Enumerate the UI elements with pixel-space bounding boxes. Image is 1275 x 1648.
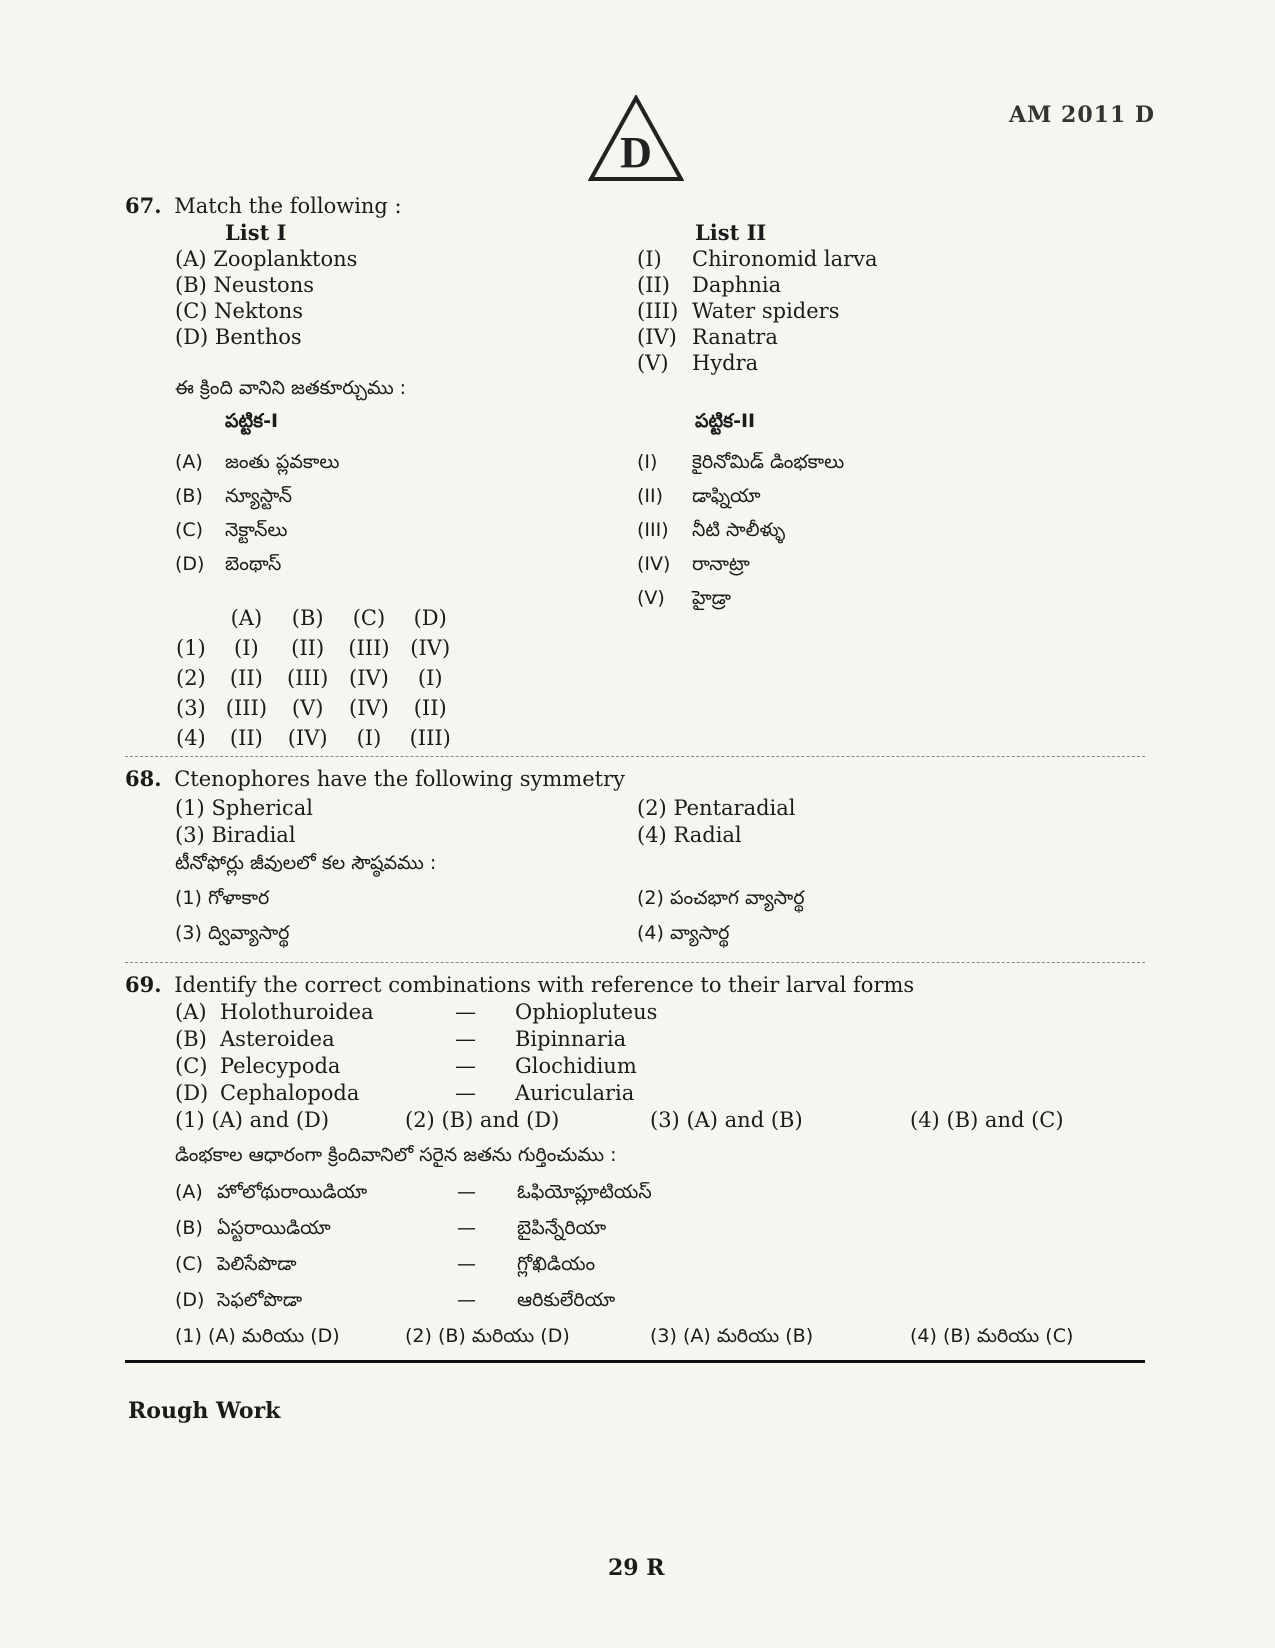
q67-list1 — [175, 246, 357, 350]
list-item: (C) Nektons — [175, 299, 304, 323]
table-row[interactable]: (4) (II) (IV) (I) (III) — [176, 726, 451, 750]
list-item: (V) Hydra — [637, 351, 759, 375]
list-item: (B) Neustons — [175, 273, 315, 297]
q67-te-list2 — [637, 445, 844, 615]
section-divider — [125, 1360, 1145, 1363]
list-item: (D) బెంథాస్ — [175, 553, 282, 575]
q68-te-option-1[interactable]: (1) గోళాకార — [175, 887, 270, 909]
table-row[interactable]: (1) (I) (II) (III) (IV) — [176, 636, 451, 660]
table-header: (A) (B) (C) (D) — [230, 606, 447, 630]
list-item: (III) Water spiders — [637, 299, 840, 323]
paper-code: AM 2011 D — [1008, 102, 1155, 128]
q67-te-list1-title: పట్టిక-I — [225, 410, 279, 432]
page-number: 29 R — [608, 1555, 665, 1581]
q67-list1-title: List I — [225, 220, 287, 245]
q68-te-option-4[interactable]: (4) వ్యాసార్థ — [637, 922, 730, 944]
q67-te-list1 — [175, 445, 339, 581]
q69-pair-c: (C) Pelecypoda — Glochidium — [175, 1054, 637, 1078]
q69-option-3[interactable]: (3) (A) and (B) — [650, 1108, 803, 1132]
q69-pair-b: (B) Asteroidea — Bipinnaria — [175, 1027, 627, 1051]
q69-pair-a: (A) Holothuroidea — Ophiopluteus — [175, 1000, 658, 1024]
q69-te-pair-a: (A) హోలోథురాయిడియా — ఓఫియోప్లూటియస్ — [175, 1181, 652, 1203]
q68-option-3[interactable]: (3) Biradial — [175, 823, 296, 847]
q68-header — [125, 766, 625, 792]
divider — [125, 962, 1145, 963]
q69-option-4[interactable]: (4) (B) and (C) — [910, 1108, 1064, 1132]
q67-te-list2-title: పట్టిక-II — [695, 410, 756, 432]
d-badge-logo — [588, 95, 684, 183]
q69-te-option-1[interactable]: (1) (A) మరియు (D) — [175, 1325, 340, 1347]
list-item: (I) Chironomid larva — [637, 247, 878, 271]
q67-te-stem: ఈ క్రింది వానిని జతకూర్చుము : — [175, 377, 407, 399]
list-item: (IV) రానాట్రా — [637, 553, 750, 575]
q69-option-1[interactable]: (1) (A) and (D) — [175, 1108, 330, 1132]
q67-list2-title: List II — [695, 220, 767, 245]
list-item: (II) డాఫ్నియా — [637, 485, 761, 507]
q69-option-2[interactable]: (2) (B) and (D) — [405, 1108, 560, 1132]
rough-work-label: Rough Work — [128, 1398, 281, 1424]
list-item: (A) జంతు ప్లవకాలు — [175, 451, 340, 473]
list-item: (IV) Ranatra — [637, 325, 778, 349]
q67-header — [125, 193, 402, 219]
q69-stem: Identify the correct combinations with reference to their larval forms — [174, 973, 915, 997]
q69-te-option-2[interactable]: (2) (B) మరియు (D) — [405, 1325, 570, 1347]
q69-te-option-3[interactable]: (3) (A) మరియు (B) — [650, 1325, 814, 1347]
list-item: (D) Benthos — [175, 325, 302, 349]
q68-stem: Ctenophores have the following symmetry — [174, 767, 626, 791]
list-item: (III) నీటి సాలీళ్ళు — [637, 519, 786, 541]
q68-te-option-3[interactable]: (3) ద్వివ్యాసార్థ — [175, 922, 290, 944]
list-item: (B) న్యూస్టాన్ — [175, 485, 292, 507]
list-item: (A) Zooplanktons — [175, 247, 358, 271]
divider — [125, 756, 1145, 757]
q68-option-1[interactable]: (1) Spherical — [175, 796, 313, 820]
q69-te-option-4[interactable]: (4) (B) మరియు (C) — [910, 1325, 1074, 1347]
list-item: (I) కైరినోమిడ్ డింభకాలు — [637, 451, 845, 473]
list-item: (V) హైడ్రా — [637, 587, 732, 609]
q69-header — [125, 972, 914, 998]
q68-number: 68. — [125, 766, 162, 791]
table-row[interactable]: (2) (II) (III) (IV) (I) — [176, 666, 443, 690]
q69-number: 69. — [125, 972, 162, 997]
list-item: (C) నెక్టాన్‌లు — [175, 519, 288, 541]
badge-letter: D — [620, 128, 652, 177]
q67-options-table — [166, 603, 461, 753]
q69-te-stem: డింభకాల ఆధారంగా క్రిందివానిలో సరైన జతను గుర్తించుము : — [175, 1144, 617, 1166]
q67-stem: Match the following : — [174, 194, 402, 218]
q69-pair-d: (D) Cephalopoda — Auricularia — [175, 1081, 635, 1105]
q68-te-stem: టీనోఫోర్లు జీవులలో కల సౌష్ఠవము : — [175, 852, 437, 874]
q68-te-option-2[interactable]: (2) పంచభాగ వ్యాసార్థ — [637, 887, 805, 909]
q67-list2 — [637, 246, 878, 376]
list-item: (II) Daphnia — [637, 273, 782, 297]
q69-te-pair-b: (B) ఏస్టరాయిడియా — బైపిన్నేరియా — [175, 1217, 607, 1239]
q69-te-pair-d: (D) సెఫలోపొడా — ఆరికులేరియా — [175, 1289, 616, 1311]
q68-option-4[interactable]: (4) Radial — [637, 823, 742, 847]
q68-option-2[interactable]: (2) Pentaradial — [637, 796, 796, 820]
q69-te-pair-c: (C) పెలిసేపొడా — గ్లోఖిడియం — [175, 1253, 596, 1275]
q67-number: 67. — [125, 193, 162, 218]
table-row[interactable]: (3) (III) (V) (IV) (II) — [176, 696, 447, 720]
